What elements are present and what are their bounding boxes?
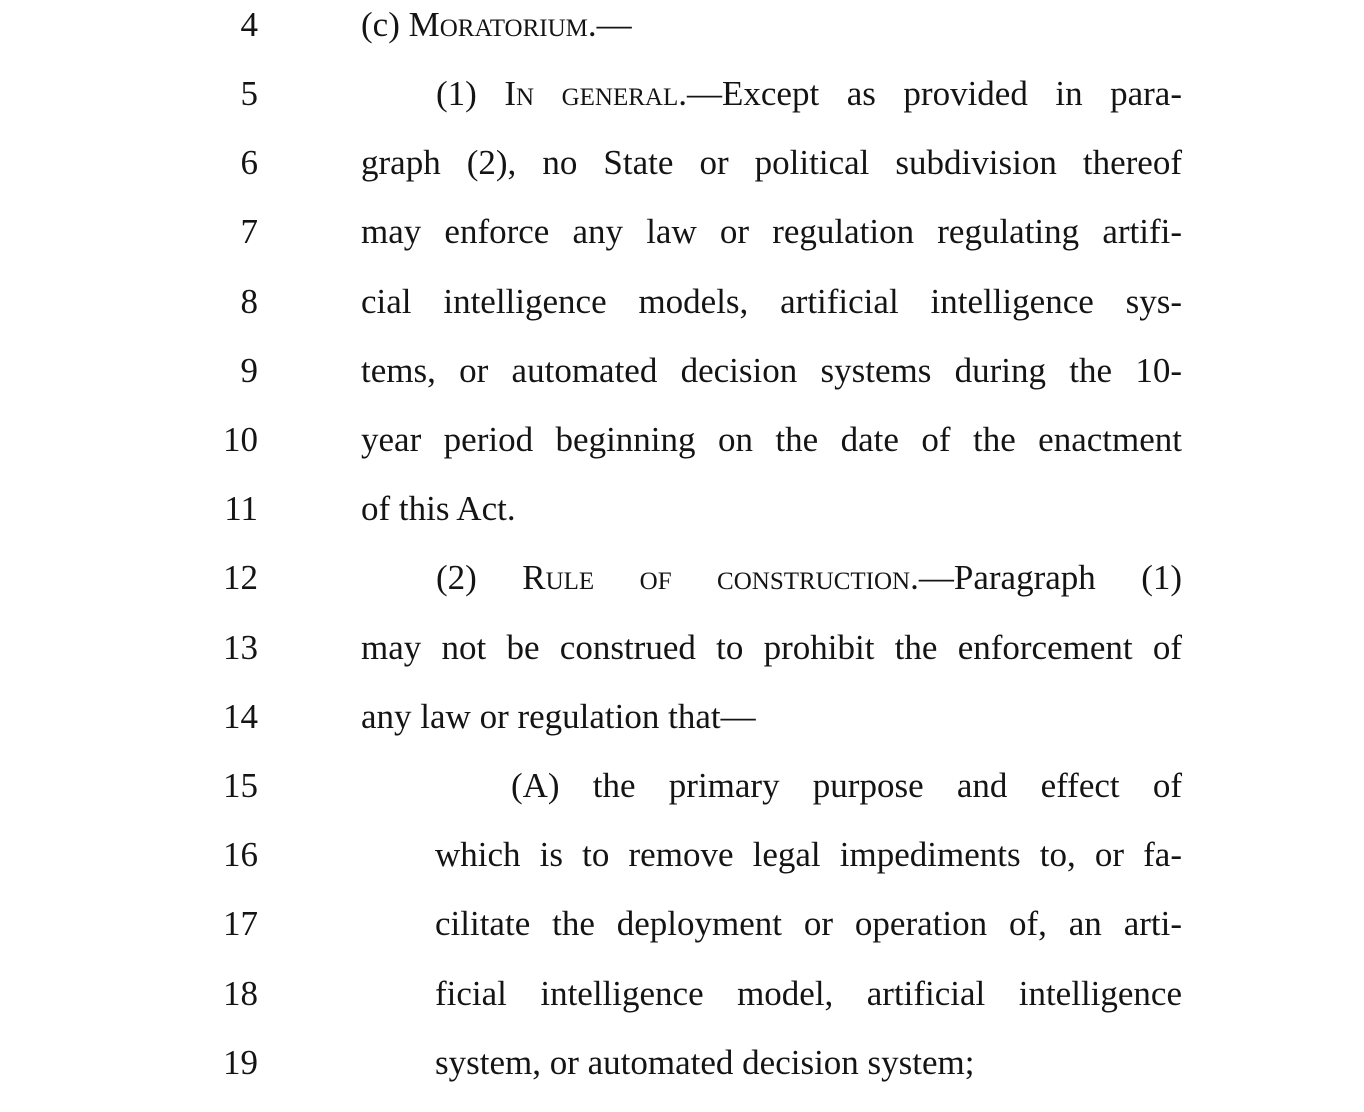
line-number: 15: [223, 766, 258, 805]
line-number: 10: [223, 420, 258, 459]
line-number: 7: [240, 212, 258, 251]
text-part: (2): [436, 558, 523, 597]
heading-small-caps: Moratorium.—: [408, 5, 632, 44]
text-part: (1): [436, 74, 505, 113]
line-number: 14: [223, 697, 258, 736]
paragraph-text: ficial intelligence model, artificial intelligence: [435, 974, 1182, 1013]
line-number: 13: [223, 628, 258, 667]
text-line: [0, 1043, 1364, 1112]
paragraph-text: may not be construed to prohibit the enforcement of: [361, 628, 1182, 667]
paragraph-text: which is to remove legal impediments to, or fa-: [435, 835, 1182, 874]
paragraph-text: year period beginning on the date of the enactment: [361, 420, 1182, 459]
paragraph-text: cial intelligence models, artificial intelligence sys-: [361, 282, 1182, 321]
line-number: 16: [223, 835, 258, 874]
text-line: [0, 835, 1364, 904]
line-number: 18: [223, 974, 258, 1013]
line-number: 9: [240, 351, 258, 390]
paragraph-text: any law or regulation that—: [361, 697, 756, 736]
text-line: [0, 5, 1364, 74]
text-line: [0, 74, 1364, 143]
text-line: [0, 904, 1364, 973]
paragraph-text: [436, 74, 1182, 114]
line-number: 17: [223, 904, 258, 943]
text-part: Paragraph (1): [953, 558, 1183, 597]
heading-small-caps: Rule of construction.—: [522, 558, 954, 597]
text-line: [0, 143, 1364, 212]
paragraph-text: graph (2), no State or political subdivision thereof: [361, 143, 1182, 182]
paragraph-text: may enforce any law or regulation regulating artifi-: [361, 212, 1182, 251]
text-line: [0, 697, 1364, 766]
paragraph-text: tems, or automated decision systems during the 10-: [361, 351, 1182, 390]
text-line: [0, 351, 1364, 420]
line-number: 12: [223, 558, 258, 597]
text-part: Except as provided in para-: [722, 74, 1182, 113]
text-line: [0, 212, 1364, 281]
text-line: [0, 282, 1364, 351]
text-line: [0, 974, 1364, 1043]
line-number: 6: [240, 143, 258, 182]
heading-small-caps: In general.—: [504, 74, 723, 113]
paragraph-text: [436, 558, 1182, 598]
line-number: 19: [223, 1043, 258, 1082]
text-line: [0, 558, 1364, 627]
paragraph-text: (A) the primary purpose and effect of: [511, 766, 1182, 805]
line-number: 11: [224, 489, 258, 528]
paragraph-text: system, or automated decision system;: [435, 1043, 975, 1082]
paragraph-text: of this Act.: [361, 489, 516, 528]
text-line: [0, 766, 1364, 835]
paragraph-text: cilitate the deployment or operation of, an arti-: [435, 904, 1182, 943]
text-part: (c): [361, 5, 409, 44]
line-number: 4: [240, 5, 258, 44]
line-number: 5: [240, 74, 258, 113]
text-line: [0, 489, 1364, 558]
line-number: 8: [240, 282, 258, 321]
text-line: [0, 628, 1364, 697]
section-heading: [361, 5, 1182, 45]
text-line: [0, 420, 1364, 489]
